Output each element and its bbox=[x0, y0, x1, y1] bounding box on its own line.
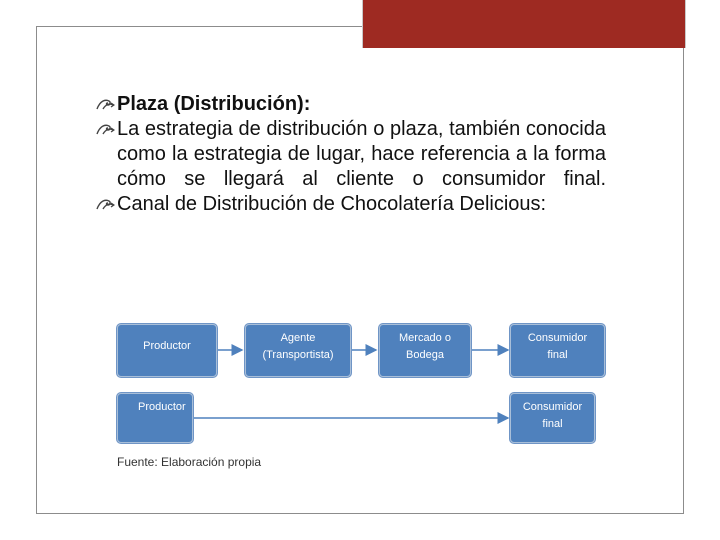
mercado-box bbox=[379, 324, 471, 377]
bullet-text: Plaza (Distribución): bbox=[117, 93, 311, 115]
agente-sublabel: (Transportista) bbox=[262, 349, 334, 361]
bullet-text: La estrategia de distribución o plaza, también conocida como la estrategia de lugar, hace referencia a la forma cómo se llegará al cliente o consumidor final. bbox=[117, 118, 606, 190]
consumidor-direct-label: Consumidor bbox=[522, 401, 583, 413]
productor-box-direct bbox=[117, 393, 193, 443]
productor-label: Productor bbox=[143, 340, 191, 352]
consumidor-direct-sublabel: final bbox=[542, 418, 563, 430]
consumidor-box bbox=[510, 324, 605, 377]
productor-box bbox=[117, 324, 217, 377]
consumidor-box-direct bbox=[510, 393, 595, 443]
mercado-label: Mercado o bbox=[399, 332, 451, 344]
agente-box bbox=[245, 324, 351, 377]
source-caption: Fuente: Elaboración propia bbox=[117, 455, 262, 469]
productor-direct-label: Productor bbox=[138, 401, 186, 413]
consumidor-label: Consumidor bbox=[527, 332, 588, 344]
mercado-sublabel: Bodega bbox=[406, 349, 444, 361]
agente-label: Agente bbox=[280, 332, 316, 344]
bullet-text: Canal de Distribución de Chocolatería Delicious: bbox=[117, 193, 547, 215]
consumidor-sublabel: final bbox=[547, 349, 568, 361]
